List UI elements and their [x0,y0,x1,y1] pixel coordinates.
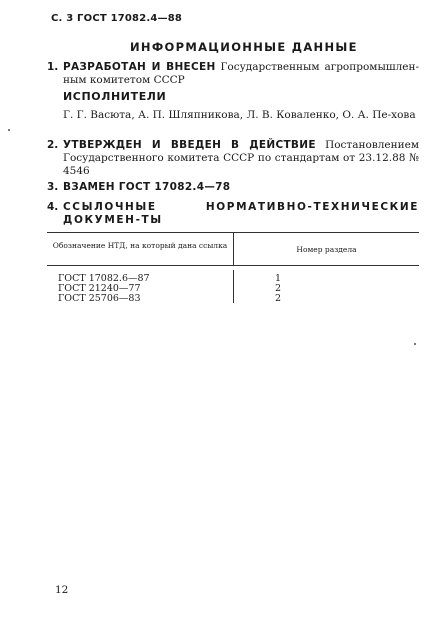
scan-speck [8,129,10,131]
ref-document: ГОСТ 25706—83 [58,293,141,304]
table-row [47,293,419,305]
running-head: С. 3 ГОСТ 17082.4—88 [51,13,183,24]
table-header-section: Номер раздела [296,245,357,254]
item-lead: ССЫЛОЧНЫЕ НОРМАТИВНО-ТЕХНИЧЕСКИЕ ДОКУМЕН-ТЫ [63,201,419,226]
item-lead: ВЗАМЕН ГОСТ 17082.4—78 [63,181,231,193]
ref-section: 2 [275,293,282,304]
info-item-4 [47,201,419,227]
info-item-2 [47,139,419,178]
table-header-document: Обозначение НТД, на который дана ссылка [52,241,228,250]
ref-document: ГОСТ 21240—77 [58,283,141,294]
ref-section: 1 [275,273,282,284]
executors-names: Г. Г. Васюта, А. П. Шляпникова, Л. В. Коваленко, О. А. Пе-хова [63,109,416,121]
table-header-rule [47,265,419,266]
info-item-3 [47,181,419,194]
item-number: 1. [47,61,59,73]
page-number: 12 [55,584,69,596]
item-number: 2. [47,139,59,151]
ref-document: ГОСТ 17082.6—87 [58,273,150,284]
item-number: 3. [47,181,59,193]
executors-heading: ИСПОЛНИТЕЛИ [63,90,167,103]
item-text: Постановлением Государственного комитета СССР по стандартам от 23.12.88 № 4546 [63,139,419,177]
item-number: 4. [47,201,59,213]
scan-speck [414,343,416,345]
item-lead: РАЗРАБОТАН И ВНЕСЕН [63,61,216,73]
ref-section: 2 [275,283,282,294]
item-lead: УТВЕРЖДЕН И ВВЕДЕН В ДЕЙСТВИЕ [63,139,316,151]
section-title: ИНФОРМАЦИОННЫЕ ДАННЫЕ [130,40,358,54]
item-text: Государственным агропромышлен-ным комитетом СССР [63,61,420,86]
info-item-1 [47,61,419,87]
